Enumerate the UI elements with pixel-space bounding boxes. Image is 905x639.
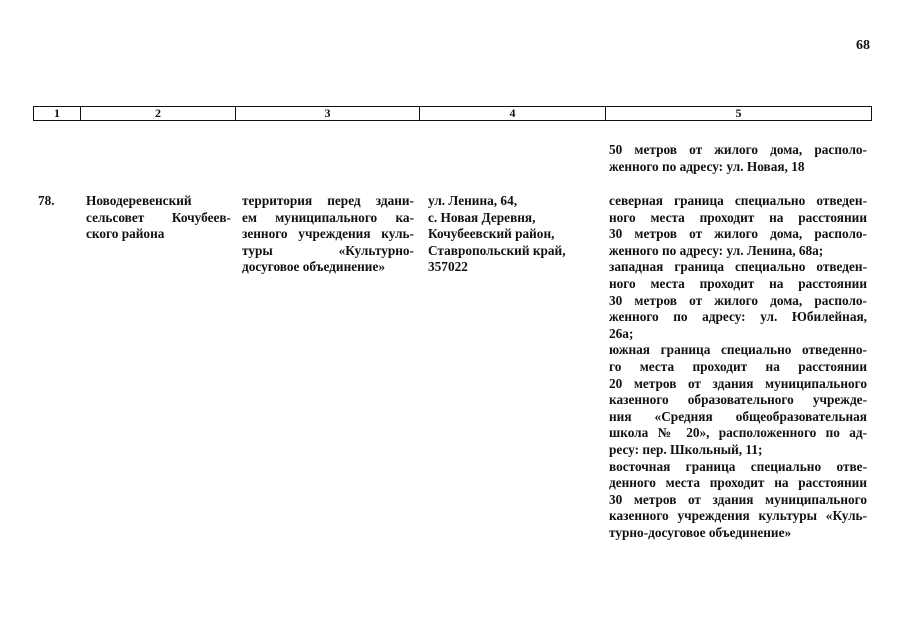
text-line: 20 метров от здания муниципального [609,375,867,391]
text-line: досуговое объединение» [242,259,386,275]
text-line: сельсовет Кочубеев- [86,209,231,225]
text-line: денного места проходит на расстоянии [609,475,867,491]
text-line: Ставропольский край, [428,242,566,258]
text-line: школа № 20», расположенного по ад- [609,425,867,441]
text-line: казенного учреждения культуры «Куль- [609,508,867,524]
column-header-3: 3 [236,107,420,120]
text-line: 50 метров от жилого дома, располо- [609,142,867,157]
text-line: ного места проходит на расстоянии [609,275,867,291]
municipality-cell [86,193,231,243]
text-line: 357022 [428,259,468,275]
text-line: туры «Культурно- [242,242,414,258]
text-line: 30 метров от жилого дома, располо- [609,292,867,308]
text-line: го места проходит на расстоянии [609,358,867,374]
row-number [38,193,78,210]
continuation-text [609,142,867,175]
address-cell [428,193,578,276]
column-header-1: 1 [34,107,81,120]
boundaries-cell [609,193,867,541]
text-line: ресу: пер. Школьный, 11; [609,441,763,457]
text-line: ул. Ленина, 64, [428,193,518,208]
text-line: 26а; [609,325,634,341]
page-number: 68 [856,38,870,53]
text-line: ного места проходит на расстоянии [609,209,867,225]
text-line: с. Новая Деревня, [428,209,536,225]
text-line: зенного учреждения куль- [242,226,414,242]
column-header-2: 2 [81,107,236,120]
column-header-4: 4 [420,107,606,120]
table-header-row [33,106,872,121]
text-line: северная граница специально отведен- [609,193,867,208]
text-line: восточная граница специально отве- [609,458,867,474]
text-line: женного по адресу: ул. Юбилейная, [609,309,867,325]
text-line: ния «Средняя общеобразовательная [609,408,867,424]
text-line: Кочубеевский район, [428,226,555,242]
text-line: территория перед здани- [242,193,414,208]
text-line: женного по адресу: ул. Новая, 18 [609,158,805,174]
text-line: южная граница специально отведенно- [609,342,867,358]
text-line: ем муниципального ка- [242,209,414,225]
text-line: 78. [38,193,55,208]
text-line: Новодеревенский [86,193,192,208]
text-line: ского района [86,226,165,242]
text-line: женного по адресу: ул. Ленина, 68а; [609,242,824,258]
column-header-5: 5 [735,106,742,120]
text-line: турно-досуговое объединение» [609,524,792,540]
text-line: западная граница специально отведен- [609,259,867,275]
text-line: 30 метров от жилого дома, располо- [609,226,867,242]
text-line: казенного образовательного учрежде- [609,392,867,408]
text-line: 30 метров от здания муниципального [609,491,867,507]
territory-cell [242,193,414,276]
